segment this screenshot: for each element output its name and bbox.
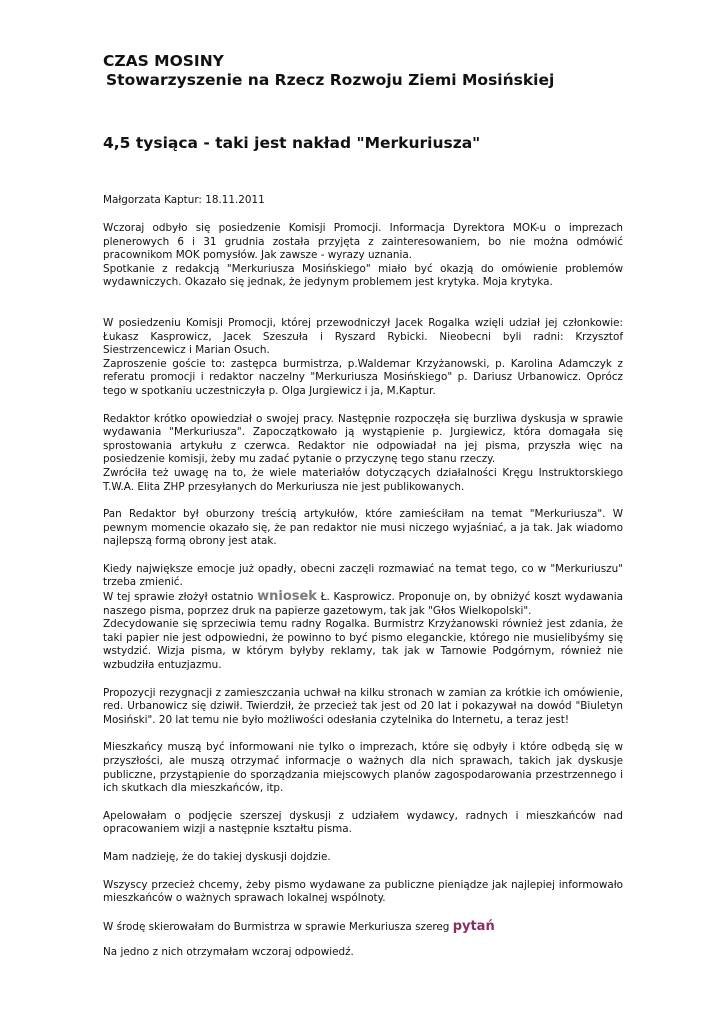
paragraph bbox=[103, 920, 623, 935]
paragraph: Na jedno z nich otrzymałam wczoraj odpowiedź. bbox=[103, 946, 354, 959]
article-title: 4,5 tysiąca - taki jest nakład "Merkuriusza" bbox=[103, 134, 481, 152]
paragraph: W posiedzeniu Komisji Promocji, której przewodniczył Jacek Rogalka wzięli udział jej członkowie: Łukasz Kasprowicz, Jacek Szeszuła i Ryszard Rybicki. Nieobecni byli radni: Krzysztof Siestrzencewicz i Marian Osuch. bbox=[103, 316, 623, 357]
paragraph: Wczoraj odbyło się posiedzenie Komisji Promocji. Informacja Dyrektora MOK-u o imprezach plenerowych 6 i 31 grudnia została przyjęta z zainteresowaniem, bo nie można odmówić pracownikom MOK pomysłów. Jak zawsze - wyrazy uznania. bbox=[103, 222, 623, 262]
site-subtitle: Stowarzyszenie na Rzecz Rozwoju Ziemi Mosińskiej bbox=[106, 71, 555, 89]
paragraph: Zdecydowanie się sprzeciwia temu radny Rogalka. Burmistrz Krzyżanowski również jest zdania, że taki papier nie jest odpowiedni, że powinno to być pismo eleganckie, którego nie musielibyśmy się wstydzić. Wizja pisma, w którym byłyby reklamy, tak jak w Tarnowie Podgórnym, również nie wzbudziła entuzjazmu. bbox=[103, 618, 623, 672]
paragraph: Kiedy największe emocje już opadły, obecni zaczęli rozmawiać na temat tego, co w "Merkuriuszu" trzeba zmienić. bbox=[103, 562, 623, 589]
pytan-link[interactable]: pytań bbox=[452, 918, 495, 934]
site-title: CZAS MOSINY bbox=[103, 52, 224, 70]
paragraph: Apelowałam o podjęcie szerszej dyskusji z udziałem wydawcy, radnych i mieszkańców nad opracowaniem wizji a następnie kształtu pisma. bbox=[103, 809, 623, 836]
paragraph: Mam nadzieję, że do takiej dyskusji dojdzie. bbox=[103, 850, 331, 863]
paragraph: Wszyscy przecież chcemy, żeby pismo wydawane za publiczne pieniądze jak najlepiej informowało mieszkańców o ważnych sprawach lokalnej wspólnoty. bbox=[103, 878, 623, 905]
paragraph: Pan Redaktor był oburzony treścią artykułów, które zamieściłam na temat "Merkuriusza". W pewnym momencie okazało się, że pan redaktor nie musi niczego wyjaśniać, a ja tak. Jak wiadomo najlepszą formą obrony jest atak. bbox=[103, 508, 623, 548]
paragraph: Zwróciła też uwagę na to, że wiele materiałów dotyczących działalności Kręgu Instruktorskiego T.W.A. Elita ZHP przesyłanych do Merkuriusza nie jest publikowanych. bbox=[103, 466, 623, 493]
paragraph: Redaktor krótko opowiedział o swojej pracy. Następnie rozpoczęła się burzliwa dyskusja w sprawie wydawania "Merkuriusza". Zapoczątkowało ją wystąpienie p. Jurgiewicz, która domagała się sprostowania artykułu z czerwca. Redaktor nie odpowiadał na jej pisma, przyszła więc na posiedzenie komisji, żeby mu zadać pytanie o przyczynę tego stanu rzeczy. bbox=[103, 412, 623, 466]
paragraph-text: Ł. Kasprowicz. Proponuje on, by obniżyć koszt wydawania naszego pisma, poprzez druk na papierze gazetowym, tak jak "Głos Wielkopolski". bbox=[103, 591, 623, 617]
paragraph: Mieszkańcy muszą być informowani nie tylko o imprezach, które się odbyły i które odbędą się w przyszłości, ale muszą otrzymać informacje o ważnych dla nich sprawach, takich jak dyskusje publiczne, przystąpienie do sporządzania miejscowych planów zagospodarowania przestrzennego i ich skutkach dla mieszkańców, itp. bbox=[103, 741, 623, 795]
article-byline: Małgorzata Kaptur: 18.11.2011 bbox=[103, 194, 265, 206]
paragraph: Spotkanie z redakcją "Merkuriusza Mosińskiego" miało być okazją do omówienie problemów wydawniczych. Okazało się jednak, że jedynym problemem jest krytyka. Moja krytyka. bbox=[103, 262, 623, 289]
paragraph: Propozycji rezygnacji z zamieszczania uchwał na kilku stronach w zamian za krótkie ich omówienie, red. Urbanowicz się dziwił. Twierdził, że przecież tak jest od 20 lat i pokazywał na dowód "Biuletyn Mosiński". 20 lat temu nie było możliwości odesłania czytelnika do Internetu, a teraz jest! bbox=[103, 686, 623, 726]
document-page bbox=[103, 52, 623, 960]
paragraph bbox=[103, 590, 623, 618]
paragraph-text: W tej sprawie złożył ostatnio bbox=[103, 591, 258, 604]
paragraph-text: W środę skierowałam do Burmistrza w sprawie Merkuriusza szereg bbox=[103, 920, 453, 933]
wniosek-link[interactable]: wniosek bbox=[257, 589, 317, 605]
paragraph: Zaproszenie goście to: zastępca burmistrza, p.Waldemar Krzyżanowski, p. Karolina Adamczyk z referatu promocji i redaktor naczelny "Merkuriusza Mosińskiego" p. Dariusz Urbanowicz. Oprócz tego w spotkaniu uczestniczyła p. Olga Jurgiewicz i ja, M.Kaptur. bbox=[103, 357, 623, 397]
article-body bbox=[103, 222, 623, 960]
